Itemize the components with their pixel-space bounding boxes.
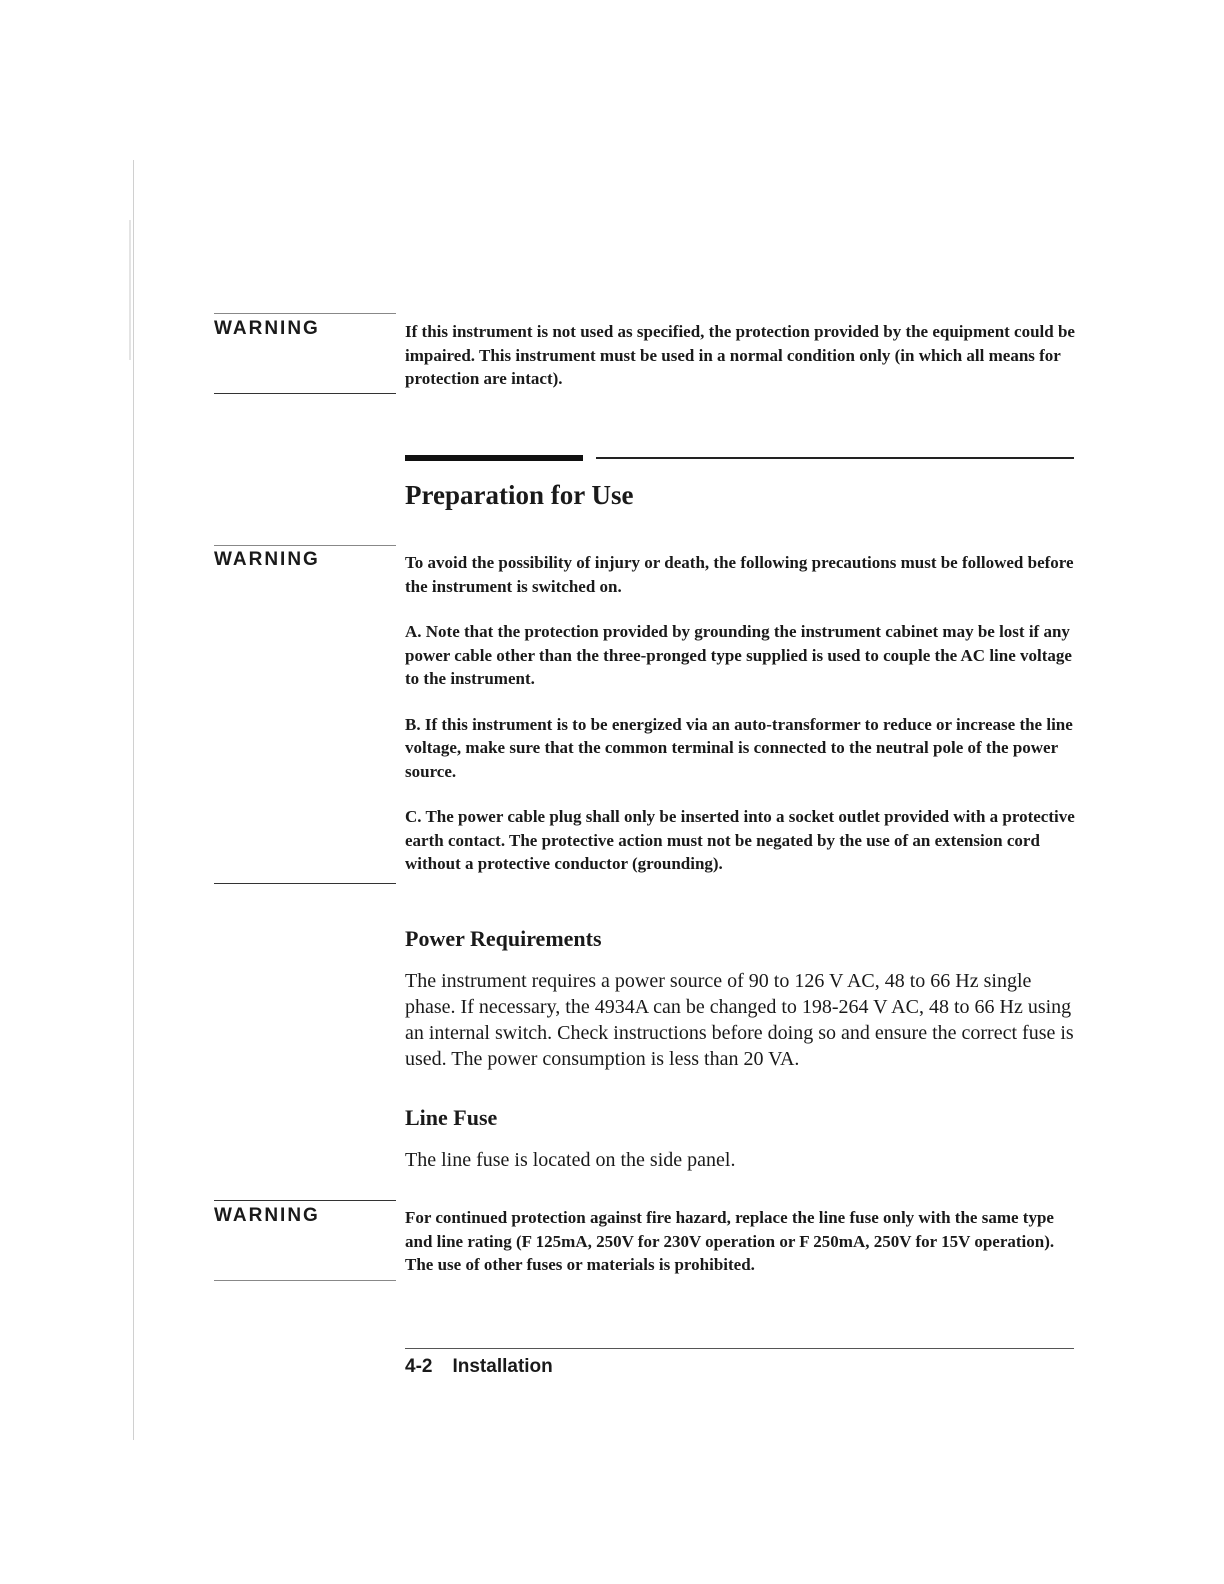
warning3-bottom-rule bbox=[214, 1280, 396, 1281]
footer-rule bbox=[405, 1348, 1074, 1349]
page-footer bbox=[405, 1356, 553, 1378]
warning2-bottom-rule bbox=[214, 883, 396, 884]
section-title: Preparation for Use bbox=[405, 480, 634, 510]
warning2-text bbox=[405, 551, 1077, 898]
warning2-intro: To avoid the possibility of injury or death, the following precautions must be followed before the instrument is switched on. bbox=[405, 553, 1074, 596]
warning3-paragraph: For continued protection against fire hazard, replace the line fuse only with the same type and line rating (F 125mA, 250V for 230V operation or F 250mA, 250V for 15V operation). The use of other fuses or materials is prohibited. bbox=[405, 1208, 1055, 1274]
section-rule bbox=[596, 457, 1074, 459]
warning1-paragraph: If this instrument is not used as specified, the protection provided by the equipment could be impaired. This instrument must be used in a normal condition only (in which all means for protection are intact). bbox=[405, 322, 1075, 388]
warning3-top-rule bbox=[214, 1200, 396, 1201]
section-bar bbox=[405, 455, 583, 461]
warning2-label: WARNING bbox=[214, 549, 320, 570]
binding-edge-shadow bbox=[129, 220, 131, 360]
power-heading: Power Requirements bbox=[405, 926, 602, 951]
warning3-text bbox=[405, 1206, 1077, 1299]
warning2-top-rule bbox=[214, 545, 396, 546]
fuse-heading: Line Fuse bbox=[405, 1105, 498, 1130]
page-number: 4-2 bbox=[405, 1356, 433, 1377]
warning2-item-b: B. If this instrument is to be energized via an auto-transformer to reduce or increase the line voltage, make sure that the common terminal is connected to the neutral pole of the power source. bbox=[405, 714, 1073, 781]
fuse-text: The line fuse is located on the side panel. bbox=[405, 1149, 736, 1171]
warning1-bottom-rule bbox=[214, 393, 396, 394]
power-text: The instrument requires a power source of 90 to 126 V AC, 48 to 66 Hz single phase. If necessary, the 4934A can be changed to 198-264 V AC, 48 to 66 Hz using an internal switch. Check instructions before doing so and ensure the correct fuse is used. The power consumption is less than 20 VA. bbox=[405, 970, 1074, 1070]
warning2-item-a: A. Note that the protection provided by grounding the instrument cabinet may be lost if any power cable other than the three-pronged type supplied is used to couple the AC line voltage to the instrument. bbox=[405, 622, 1072, 688]
warning2-item-c: C. The power cable plug shall only be inserted into a socket outlet provided with a protective earth contact. The protective action must not be negated by the use of an extension cord without a protective conductor (grounding). bbox=[405, 807, 1075, 873]
chapter-name: Installation bbox=[452, 1356, 553, 1377]
warning1-text bbox=[405, 320, 1077, 413]
warning3-label: WARNING bbox=[214, 1205, 320, 1226]
warning1-top-rule bbox=[214, 313, 396, 314]
warning1-label: WARNING bbox=[214, 318, 320, 339]
binding-edge-line bbox=[133, 160, 134, 1440]
